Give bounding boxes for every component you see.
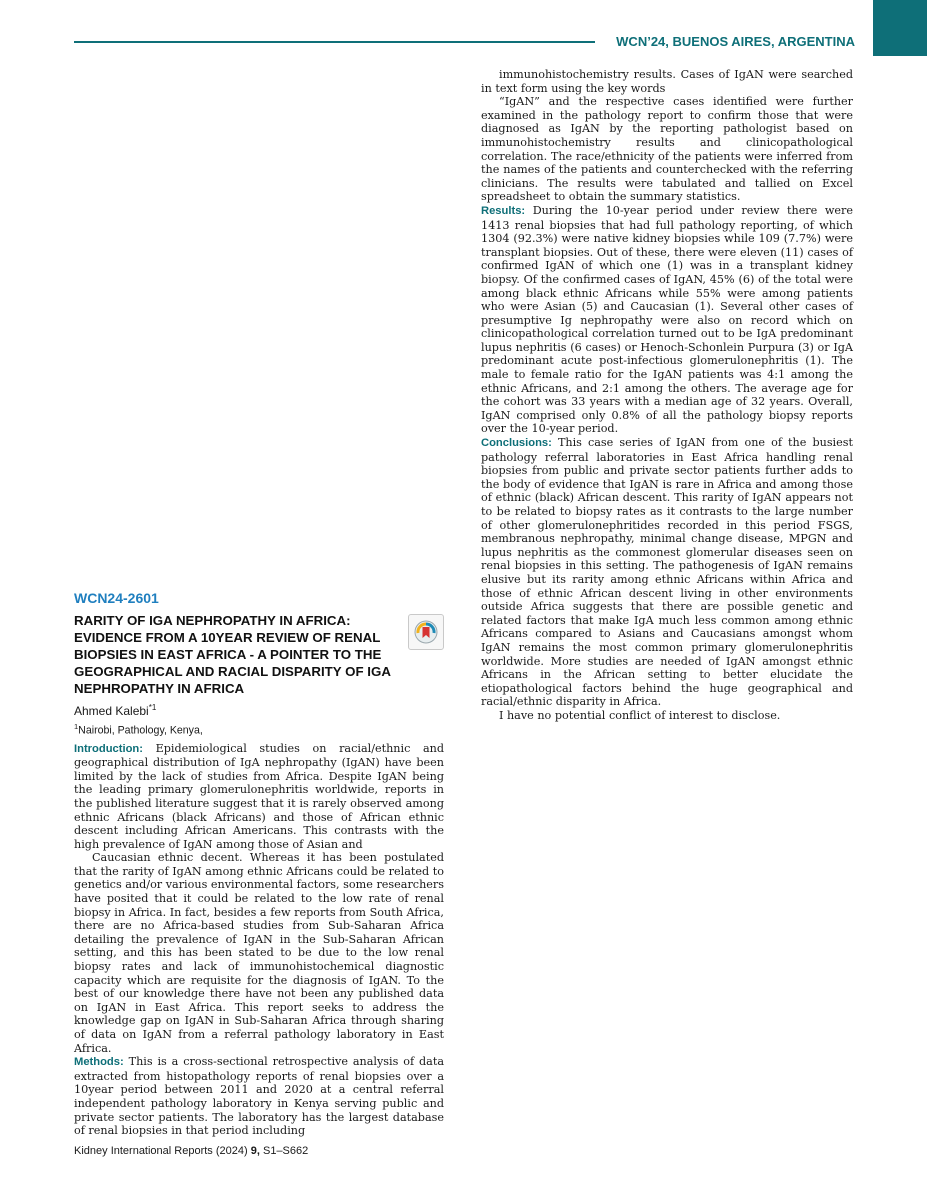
- methods-keywords-paragraph: [481, 95, 853, 204]
- affiliation-line: [74, 719, 444, 739]
- methods-paragraph: [74, 1055, 444, 1138]
- title-block: [74, 612, 444, 697]
- footer-pages: S1–S662: [262, 1145, 309, 1157]
- results-label: Results:: [481, 204, 526, 217]
- header-rule: [74, 41, 595, 43]
- check-for-updates-icon[interactable]: [408, 614, 444, 650]
- author-name: Ahmed Kalebi: [74, 704, 149, 718]
- introduction-paragraph: [74, 742, 444, 852]
- page-footer: [74, 1145, 308, 1157]
- methods-keywords-text: “IgAN” and the respective cases identified were further examined in the pathology report to confirm those that were diagnosed as IgAN by the reporting pathologist based on immunohistochemistry results and clinicopathological correlation. The race/ethnicity of the patients were inferred from the names of the patients and counterchecked with the referring clinicians. The results were tabulated and tallied on Excel spreadsheet to obtain the summary statistics.: [481, 95, 853, 204]
- affiliation-superscript: 1: [74, 722, 79, 731]
- running-head: WCN’24, BUENOS AIRES, ARGENTINA: [616, 34, 855, 49]
- affiliation-text: Nairobi, Pathology, Kenya,: [78, 724, 203, 737]
- conclusions-label: Conclusions:: [481, 437, 552, 450]
- conclusions-paragraph: [481, 436, 853, 709]
- methods-continued-text: immunohistochemistry results. Cases of IgAN were searched in text form using the key words: [481, 68, 853, 95]
- introduction-text: Epidemiological studies on racial/ethnic and geographical distribution of IgA nephropathy (IgAN) have been limited by the lack of studies from Africa. Despite IgAN being the leading primary glomerulonephritis worldwide, reports in the published literature suggest that it is rarely observed among ethnic Africans (black Africans) and those of African ethnic descent including African Americans. This contrasts with the high prevalence of IgAN among those of Asian and: [74, 741, 444, 851]
- methods-continued-paragraph: [481, 68, 853, 95]
- results-paragraph: [481, 204, 853, 436]
- conclusions-text: This case series of IgAN from one of the busiest pathology referral laboratories in East Africa handling renal biopsies from public and private sector patients further adds to the body of evidence that IgAN is rare in Africa and among those of ethnic (black) African descent. This rarity of IgAN appears not to be related to biopsy rates as it contrasts to the large number of other glomerulonephritides recorded in this period FSGS, membranous nephropathy, minimal change disease, MPGN and lupus nephritis as the commonest glomerular diseases seen on renal biopsies in this setting. The pathogenesis of IgAN remains elusive but its rarity among ethnic Africans within Africa and those of ethnic African descent living in other environments outside Africa suggests that there are possible genetic and related factors that make IgA much less common among ethnic Africans compared to Asians and Caucasians amongst whom IgAN remains the most common primary glomerulonephritis worldwide. More studies are needed of IgAN amongst ethnic Africans in the African setting to better elucidate the etiopathological factors behind the huge geographical and racial/ethnic disparity in Africa.: [481, 436, 853, 709]
- results-text: During the 10-year period under review there were 1413 renal biopsies that had full pathology reporting, of which 1304 (92.3%) were native kidney biopsies while 109 (7.7%) were transplant biopsies. Out of these, there were eleven (11) cases of confirmed IgAN of which one (1) was in a transplant kidney biopsy. Of the confirmed cases of IgAN, 45% (6) of the total were among black ethnic Africans while 55% were among patients who were Asian (5) and Caucasian (1). Several other cases of presumptive Ig nephropathy were also on record which on clinicopathological correlation turned out to be IgA predominant lupus nephritis (6 cases) or Henoch-Schonlein Purpura (3) or IgA predominant acute post-infectious glomerulonephritis (1). The male to female ratio for the IgAN patients was 4:1 among the ethnic Africans, and 2:1 among the others. The average age for the cohort was 33 years with a median age of 32 years. Overall, IgAN comprised only 0.8% of all the pathology biopsy reports over the 10-year period.: [481, 203, 853, 436]
- disclosure-statement: I have no potential conflict of interest to disclose.: [499, 708, 781, 722]
- corner-color-tab: [873, 0, 927, 56]
- introduction-label: Introduction:: [74, 742, 143, 755]
- abstract-id[interactable]: WCN24-2601: [74, 590, 159, 606]
- author-superscript: *1: [148, 703, 157, 712]
- right-column: [481, 68, 853, 723]
- methods-text: This is a cross-sectional retrospective analysis of data extracted from histopathology reports of renal biopsies over a 10year period between 2011 and 2020 at a central referral independent pathology laboratory in Kenya serving public and private sector patients. The laboratory has the largest database of renal biopsies in that period including: [74, 1055, 444, 1138]
- methods-label: Methods:: [74, 1056, 124, 1069]
- footer-volume: 9,: [250, 1145, 260, 1157]
- check-for-updates-icon-graphic: [413, 619, 439, 645]
- author-line: [74, 700, 444, 719]
- abstract-title: RARITY OF IGA NEPHROPATHY IN AFRICA: EVIDENCE FROM A 10YEAR REVIEW OF RENAL BIOPSIES IN EAST AFRICA - A POINTER TO THE GEOGRAPHICAL AND RACIAL DISPARITY OF IGA NEPHROPATHY IN AFRICA: [74, 613, 391, 696]
- introduction-continued-paragraph: Caucasian ethnic decent. Whereas it has been postulated that the rarity of IgAN among ethnic Africans could be related to genetics and/or various environmental factors, some researchers have posited that it could be related to the low rate of renal biopsy in Africa. In fact, besides a few reports from South Africa, there are no Africa-based studies from Sub-Saharan Africa detailing the prevalence of IgAN in the Sub-Saharan African setting, and this has been stated to be due to the low renal biopsy rates and lack of immunohistochemical diagnostic capacity which are requisite for the diagnosis of IgAN. To the best of our knowledge there have not been any published data on IgAN in East Africa. This report seeks to address the knowledge gap on IgAN in Sub-Saharan Africa through sharing of data on IgAN from a referral pathology laboratory in East Africa.: [74, 851, 444, 1055]
- left-column: [74, 590, 444, 1138]
- footer-journal: Kidney International Reports (2024): [74, 1145, 248, 1157]
